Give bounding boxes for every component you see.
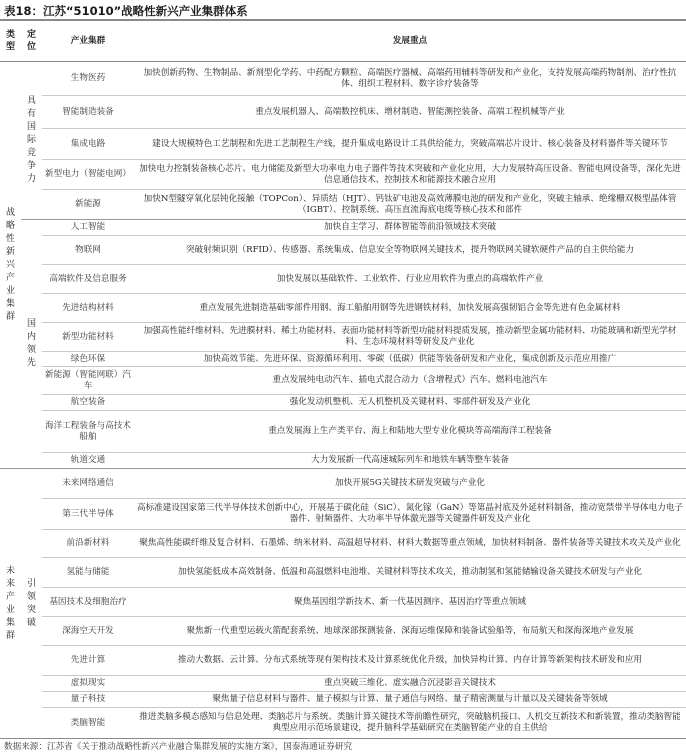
- cluster-focus: 加快发展以基础软件、工业软件、行业应用软件为重点的高端软件产业: [134, 265, 686, 294]
- cluster-name: 深海空天开发: [42, 617, 134, 646]
- cluster-focus: 聚焦基因组学新技术、新一代基因测序、基因治疗等重点领域: [134, 588, 686, 617]
- cluster-name: 智能制造装备: [42, 96, 134, 129]
- type-cell: 战略性新兴产业集群: [0, 62, 21, 469]
- cluster-name: 先进计算: [42, 646, 134, 676]
- position-cell: 国内领先: [21, 220, 42, 469]
- table-row: [0, 62, 686, 96]
- header-row: [0, 21, 686, 62]
- table-row: [0, 411, 686, 453]
- position-cell: 引领突破: [21, 469, 42, 739]
- cluster-name: 先进结构材料: [42, 294, 134, 323]
- industry-cluster-table: [0, 21, 686, 739]
- cluster-focus: 大力发展新一代高速城际列车和地铁车辆等整车装备: [134, 453, 686, 469]
- cluster-focus: 高标准建设国家第三代半导体技术创新中心，开展基于碳化硅（SiC）、氮化镓（GaN）等第晶衬底及外延材料制备，推动宽禁带半导体电力电子器件、射频器件、大功率半导体激光器等关键器件研发及产业化: [134, 499, 686, 530]
- cluster-focus: 加快电力控制装备核心芯片、电力储能及新型大功率电力电子器件等技术突破和产业化应用，大力发展特高压设备、智能电网设备等，深化先进信息通信技术、控制技术和能源技术融合应用: [134, 160, 686, 190]
- cluster-name: 新型电力（智能电网）: [42, 160, 134, 190]
- cluster-focus: 加快氢能低成本高效制备、低温和高温燃料电池堆、关键材料等技术攻关，推动制氢和氢能储输设备关键技术研发与产业化: [134, 558, 686, 588]
- table-row: [0, 129, 686, 160]
- cluster-focus: 突破射频识别（RFID）、传感器、系统集成、信息安全等物联网关键技术，提升物联网关键软硬件产品的自主供给能力: [134, 236, 686, 265]
- table-row: [0, 469, 686, 499]
- cluster-name: 未来网络通信: [42, 469, 134, 499]
- table-row: [0, 190, 686, 220]
- table-row: [0, 499, 686, 530]
- table-row: [0, 617, 686, 646]
- table-row: [0, 352, 686, 367]
- cluster-name: 基因技术及细胞治疗: [42, 588, 134, 617]
- cluster-focus: 加快开展5G关键技术研发突破与产业化: [134, 469, 686, 499]
- cluster-focus: 强化发动机整机、无人机整机及关键材料、零部件研发及产业化: [134, 395, 686, 411]
- cluster-name: 虚拟现实: [42, 676, 134, 692]
- cluster-focus: 聚焦新一代重型运载火箭配套系统、地球深部探测装备、深海运维保障和装备试验船等，布局航天和深海深地产业发展: [134, 617, 686, 646]
- cluster-name: 航空装备: [42, 395, 134, 411]
- cluster-name: 第三代半导体: [42, 499, 134, 530]
- cluster-name: 绿色环保: [42, 352, 134, 367]
- table-row: [0, 676, 686, 692]
- cluster-name: 高端软件及信息服务: [42, 265, 134, 294]
- header-position: 定位: [21, 21, 42, 62]
- bottom-rule: [0, 738, 686, 739]
- table-row: [0, 692, 686, 708]
- table-row: [0, 588, 686, 617]
- table-row: [0, 530, 686, 558]
- table-row: [0, 265, 686, 294]
- table-row: [0, 323, 686, 352]
- cluster-focus: 聚焦量子信息材料与器件、量子模拟与计算、量子通信与网络、量子精密测量与计量以及关键装备等领域: [134, 692, 686, 708]
- cluster-focus: 加快N型隧穿氧化层钝化接触（TOPCon）、异质结（HJT）、钙钛矿电池及高效薄膜电池的研发和产业化，突破主轴承、绝缘栅双极型晶体管（IGBT）、控制系统、高压直流海底电缆等核心技术和部件: [134, 190, 686, 220]
- cluster-focus: 加快自主学习、群体智能等前沿领域技术突破: [134, 220, 686, 236]
- type-cell: 未来产业集群: [0, 469, 21, 739]
- position-cell: 具有国际竞争力: [21, 62, 42, 220]
- table-row: [0, 708, 686, 739]
- cluster-name: 生物医药: [42, 62, 134, 96]
- cluster-name: 人工智能: [42, 220, 134, 236]
- cluster-name: 类脑智能: [42, 708, 134, 739]
- cluster-focus: 重点发展纯电动汽车、插电式混合动力（含增程式）汽车、燃料电池汽车: [134, 367, 686, 395]
- cluster-name: 轨道交通: [42, 453, 134, 469]
- cluster-focus: 重点突破三维化、虚实融合沉浸影音关键技术: [134, 676, 686, 692]
- cluster-name: 物联网: [42, 236, 134, 265]
- source-note: 数据来源：江苏省《关于推动战略性新兴产业融合集群发展的实施方案》，国泰海通证券研究: [4, 742, 353, 752]
- header-focus: 发展重点: [134, 21, 686, 62]
- cluster-focus: 推动大数据、云计算、分布式系统等现有架构技术及计算系统优化升级，加快异构计算、内存计算等新架构技术研发和应用: [134, 646, 686, 676]
- table-row: [0, 220, 686, 236]
- table-row: [0, 367, 686, 395]
- cluster-name: 海洋工程装备与高技术船舶: [42, 411, 134, 453]
- cluster-name: 前沿新材料: [42, 530, 134, 558]
- header-type: 类型: [0, 21, 21, 62]
- cluster-focus: 推进类脑多模态感知与信息处理、类脑芯片与系统、类脑计算关键技术等前瞻性研究，突破脑机接口、人机交互新技术和新装置，推动类脑智能典型应用示范场景建设，提升脑科学基础研究在类脑智能产业的自主供给: [134, 708, 686, 739]
- cluster-focus: 加快高效节能、先进环保、资源循环利用、零碳（低碳）供能等装备研发和产业化，集成创新及示范应用推广: [134, 352, 686, 367]
- cluster-name: 氢能与储能: [42, 558, 134, 588]
- cluster-focus: 重点发展机器人、高端数控机床、增材制造、智能测控装备、高端工程机械等产业: [134, 96, 686, 129]
- table-title: 表18：江苏“51010”战略性新兴产业集群体系: [4, 4, 248, 18]
- cluster-focus: 聚焦高性能碳纤维及复合材料、石墨烯、纳米材料、高温超导材料、材料大数据等重点领域，加快材料制备、器件装备等关键技术攻关及产业化: [134, 530, 686, 558]
- table-row: [0, 453, 686, 469]
- cluster-name: 量子科技: [42, 692, 134, 708]
- cluster-focus: 加快创新药物、生物制品、新剂型化学药、中药配方颗粒、高端医疗器械、高端药用辅料等研发和产业化，支持发展高端药物制剂、治疗性抗体、组织工程材料、数字诊疗装备等: [134, 62, 686, 96]
- table-row: [0, 96, 686, 129]
- cluster-focus: 加强高性能纤维材料、先进膜材料、稀土功能材料、表面功能材料等新型功能材料提质发展，推动新型金属功能材料、功能玻璃和新型光学材料、生态环境材料等研发及产业化: [134, 323, 686, 352]
- cluster-name: 新能源（智能网联）汽车: [42, 367, 134, 395]
- table-row: [0, 160, 686, 190]
- header-cluster: 产业集群: [42, 21, 134, 62]
- cluster-focus: 建设大规模特色工艺制程和先进工艺制程生产线，提升集成电路设计工具供给能力，突破高端芯片设计、核心装备及材料器件等关键环节: [134, 129, 686, 160]
- cluster-name: 集成电路: [42, 129, 134, 160]
- cluster-name: 新型功能材料: [42, 323, 134, 352]
- cluster-name: 新能源: [42, 190, 134, 220]
- table-row: [0, 236, 686, 265]
- cluster-focus: 重点发展海上生产类平台、海上和陆地大型专业化模块等高端海洋工程装备: [134, 411, 686, 453]
- table-row: [0, 558, 686, 588]
- table-row: [0, 294, 686, 323]
- cluster-focus: 重点发展先进制造基础零部件用钢、海工船舶用钢等先进钢铁材料，加快发展高强韧铝合金等先进有色金属材料: [134, 294, 686, 323]
- table-row: [0, 395, 686, 411]
- table-row: [0, 646, 686, 676]
